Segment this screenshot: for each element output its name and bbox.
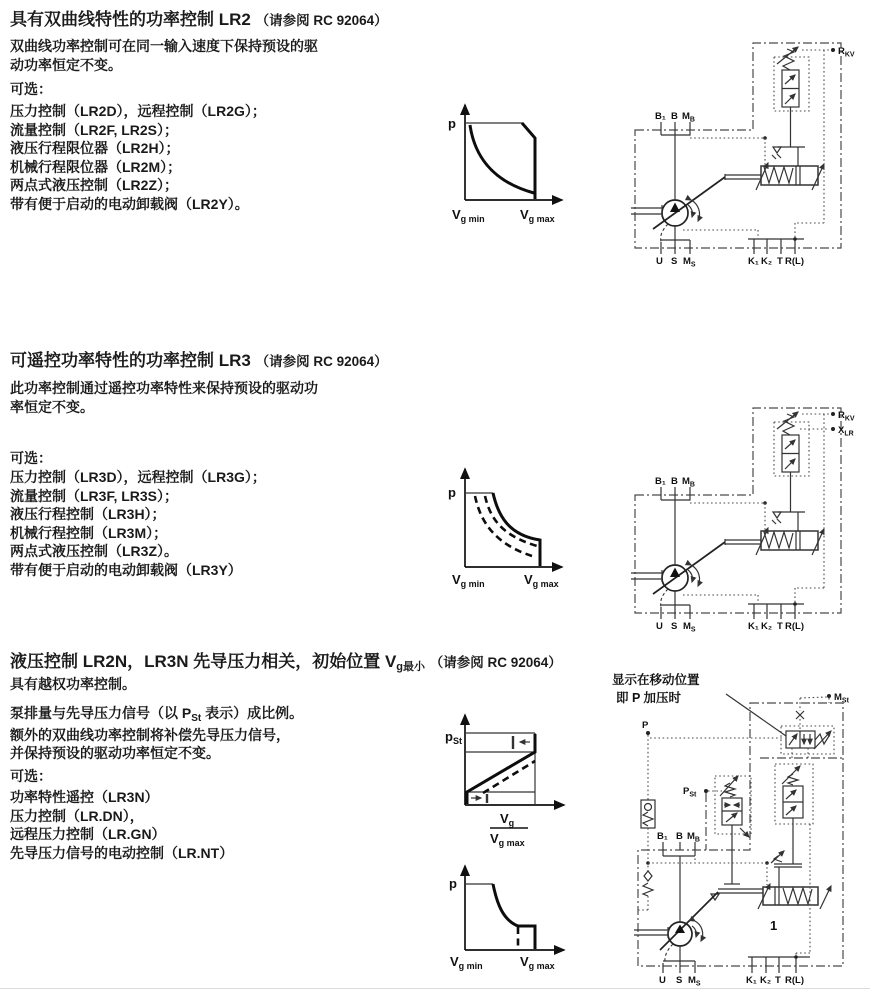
section1-title-text: 具有双曲线特性的功率控制 LR2 [10, 10, 251, 29]
port-label-ms: $M_S$ [683, 256, 696, 269]
junction-dot [793, 237, 797, 241]
pivot-hatch [772, 155, 776, 159]
port-label-s: S [671, 256, 678, 267]
pivot-hatch [777, 519, 781, 523]
option-line: 压力控制（LR3D），远程控制（LR3G）； [10, 469, 266, 485]
option-line: 液压行程控制（LR3H）； [10, 506, 166, 522]
intro-line: 双曲线功率控制可在同一输入速度下保持预设的驱 [10, 38, 318, 54]
adjustable-arrow-icon [782, 766, 800, 784]
pump-flow-triangle [670, 568, 680, 578]
port-label-u: U [656, 256, 663, 267]
swashplate-line [653, 542, 725, 594]
option-line: 带有便于启动的电动卸载阀（LR2Y）。 [10, 195, 249, 212]
rkv-port-dot [831, 412, 835, 416]
section2-title [10, 346, 388, 371]
rkv-port-label: $R_{KV}$ [838, 46, 855, 59]
option-line: 两点式液压控制（LR2Z）； [10, 177, 178, 193]
case-drain-arc [661, 224, 668, 242]
option-line: 两点式液压控制（LR3Z）。 [10, 543, 178, 559]
section2-options-label: 可选： [10, 450, 52, 466]
junction-dot [794, 955, 798, 959]
pst-port-dot [704, 789, 708, 793]
power-hyperbola [470, 125, 534, 193]
vgmin-label: $V_{g min}$ [452, 572, 485, 589]
pilot-line [800, 697, 827, 698]
valve-arrow [785, 75, 795, 84]
section3-paragraph [10, 704, 303, 763]
port-label-s: S [671, 621, 678, 632]
fraction-numerator: $V_g$ [500, 811, 515, 828]
port-label-mb: $M_B$ [687, 831, 700, 844]
section2-title-text: 可遥控功率特性的功率控制 LR3 [10, 351, 251, 370]
pivot-hatch [777, 154, 781, 158]
vgmax-label: $V_{g max}$ [524, 572, 559, 589]
intro-line: 率恒定不变。 [10, 398, 94, 415]
port-label-t: T [775, 975, 781, 986]
cylinder-spring-icon [764, 167, 793, 183]
rkv-port-label: $R_{KV}$ [838, 410, 855, 423]
stroke-arrow [756, 528, 768, 555]
option-line: 压力控制（LR.DN）， [10, 807, 144, 824]
option-line: 功率特性遥控（LR3N） [10, 789, 159, 805]
port-label-mb: $M_B$ [682, 111, 695, 124]
mst-port-dot [827, 694, 831, 698]
p-port-dot [646, 731, 650, 735]
vgmax-label: $V_{g max}$ [520, 954, 555, 971]
section1-intro [10, 37, 318, 74]
pump-flow-triangle [670, 203, 680, 213]
section2-intro [10, 379, 318, 416]
option-line: 机械行程控制（LR3M）； [10, 524, 168, 541]
lr2n-pv-chart [440, 858, 615, 992]
spring-icon [643, 883, 653, 896]
valve-arrow [785, 440, 795, 449]
pivot-icon [773, 512, 781, 518]
valve-arrow [786, 790, 796, 799]
annotation-line1: 显示在移动位置 [612, 673, 700, 687]
port-label-s: S [676, 975, 683, 986]
spring-icon [788, 774, 798, 785]
option-line: 压力控制（LR2D），远程控制（LR2G）； [10, 103, 266, 119]
port-label-u: U [659, 975, 666, 986]
lr2n-circuit-diagram [598, 658, 870, 992]
reduced-power-curve [475, 496, 532, 556]
option-line: 带有便于启动的电动卸载阀（LR3Y） [10, 561, 242, 578]
pump-housing-frame [638, 703, 843, 966]
pivot-icon [773, 147, 781, 153]
section3-options-label: 可选： [10, 768, 52, 784]
port-label-u: U [656, 621, 663, 632]
port-label-t: T [777, 256, 783, 267]
option-line: 流量控制（LR3F, LR3S）； [10, 487, 179, 504]
position-1-label: 1 [770, 918, 778, 933]
intro-line: 动功率恒定不变。 [10, 56, 122, 73]
valve-arrow [785, 459, 795, 469]
pump-housing-frame [635, 408, 841, 613]
section3-title-text: 液压控制 LR2N，LR3N 先导压力相关，初始位置 V [10, 652, 397, 671]
port-label-k1: K₁ [748, 621, 759, 632]
para-line: 额外的双曲线功率控制将补偿先导压力信号， [10, 726, 290, 743]
check-ball-icon [645, 804, 652, 811]
section3-title-note: （请参阅 RC 92064） [429, 655, 562, 670]
port-label-rl: R(L) [785, 975, 804, 986]
annotation-line2: 即 P 加压时 [616, 691, 682, 705]
cylinder-spring-icon [764, 532, 793, 548]
port-label-ms: $M_S$ [688, 975, 701, 988]
port-label-b1: B₁ [655, 476, 666, 487]
port-label-k2: K₂ [761, 621, 773, 632]
section2-options [10, 468, 266, 579]
cylinder-spring-icon [783, 888, 812, 904]
mst-port-label: $M_{St}$ [834, 692, 849, 705]
valve-arrow [726, 813, 737, 822]
port-label-b1: B₁ [655, 111, 666, 122]
option-line: 远程压力控制（LR.GN） [10, 826, 166, 842]
port-label-k1: K₁ [746, 975, 757, 986]
vgmin-label: $V_{g min}$ [452, 207, 485, 224]
section1-title [10, 5, 388, 30]
pilot-valve-boundary [774, 57, 809, 111]
port-label-rl: R(L) [785, 621, 804, 632]
lr2-circuit-diagram [628, 35, 870, 287]
section3-line1: 具有越权功率控制。 [10, 676, 136, 692]
intro-line: 此功率控制通过遥控功率特性来保持预设的驱动功 [10, 380, 318, 396]
power-hyperbola [493, 493, 540, 566]
port-label-mb: $M_B$ [682, 476, 695, 489]
valve-boundary [775, 764, 813, 824]
port-label-b: B [671, 111, 678, 122]
option-line: 流量控制（LR2F, LR2S）； [10, 121, 179, 138]
xlr-port-label: $X_{LR}$ [838, 425, 854, 438]
check-valve-icon [644, 871, 652, 881]
port-label-b: B [671, 476, 678, 487]
p-port-label: P [642, 720, 649, 731]
option-line: 液压行程限位器（LR2H）； [10, 140, 180, 156]
pilot-valve-boundary [774, 422, 809, 476]
drain-arrow [740, 828, 749, 837]
power-override-curve [493, 884, 535, 949]
pilot-characteristic [467, 734, 535, 804]
port-label-b1: B₁ [657, 831, 668, 842]
pivot-hatch [772, 520, 776, 524]
page-bottom-rule [0, 988, 870, 989]
para-line: 并保持预设的驱动功率恒定不变。 [10, 745, 220, 761]
lr3-circuit-diagram [628, 400, 870, 640]
rkv-port-dot [831, 48, 835, 52]
vgmax-label: $V_{g max}$ [520, 207, 555, 224]
p-axis-label: p [449, 876, 457, 891]
valve-arrow [785, 94, 795, 104]
lr3-pv-chart [440, 455, 615, 595]
p-axis-label: p [448, 116, 456, 131]
pst-axis-label: $p_{St}$ [445, 729, 462, 746]
swashplate-line [653, 177, 725, 229]
pst-port-label: $P_{St}$ [683, 786, 697, 799]
check-valve-block [641, 800, 655, 828]
section3-options [10, 788, 233, 862]
port-label-k2: K₂ [760, 975, 772, 986]
section1-options [10, 102, 266, 213]
section1-options-label: 可选： [10, 81, 52, 97]
option-line: 先导压力信号的电动控制（LR.NT） [10, 844, 234, 861]
port-label-rl: R(L) [785, 256, 804, 267]
junction-dot [793, 602, 797, 606]
stroke-arrow [820, 886, 831, 909]
section3-title [10, 647, 562, 672]
pump-housing-frame [635, 43, 841, 248]
para-line: 泵排量与先导压力信号（以 $P_{St}$ 表示）成比例。 [10, 705, 304, 724]
vgmax-limit-curve [522, 123, 535, 199]
section1-title-note: （请参阅 RC 92064） [255, 13, 388, 28]
adjustable-arrow-icon [814, 731, 831, 749]
section2-title-note: （请参阅 RC 92064） [255, 354, 388, 369]
lr2-pv-chart [440, 95, 615, 235]
xlr-port-dot [831, 427, 835, 431]
port-label-k2: K₂ [761, 256, 773, 267]
option-line: 机械行程限位器（LR2M）； [10, 158, 182, 175]
section3-title-subscript: g最小 [396, 661, 426, 673]
spring-icon [643, 812, 653, 826]
port-label-k1: K₁ [748, 256, 759, 267]
adjustable-arrow-icon [771, 851, 784, 863]
p-axis-label: p [448, 485, 456, 500]
stroke-arrow [756, 163, 768, 190]
vgmin-label: $V_{g min}$ [450, 954, 483, 971]
valve-arrow [786, 806, 796, 815]
annotation-leader-line [726, 694, 786, 736]
port-label-t: T [777, 621, 783, 632]
port-label-ms: $M_S$ [683, 621, 696, 634]
port-label-b: B [676, 831, 683, 842]
fraction-denominator: $V_{g max}$ [490, 831, 525, 848]
case-drain-arc [665, 944, 673, 962]
valve-arrow [789, 734, 797, 745]
lr2n-pilot-chart [440, 705, 615, 855]
case-drain-arc [661, 589, 668, 607]
